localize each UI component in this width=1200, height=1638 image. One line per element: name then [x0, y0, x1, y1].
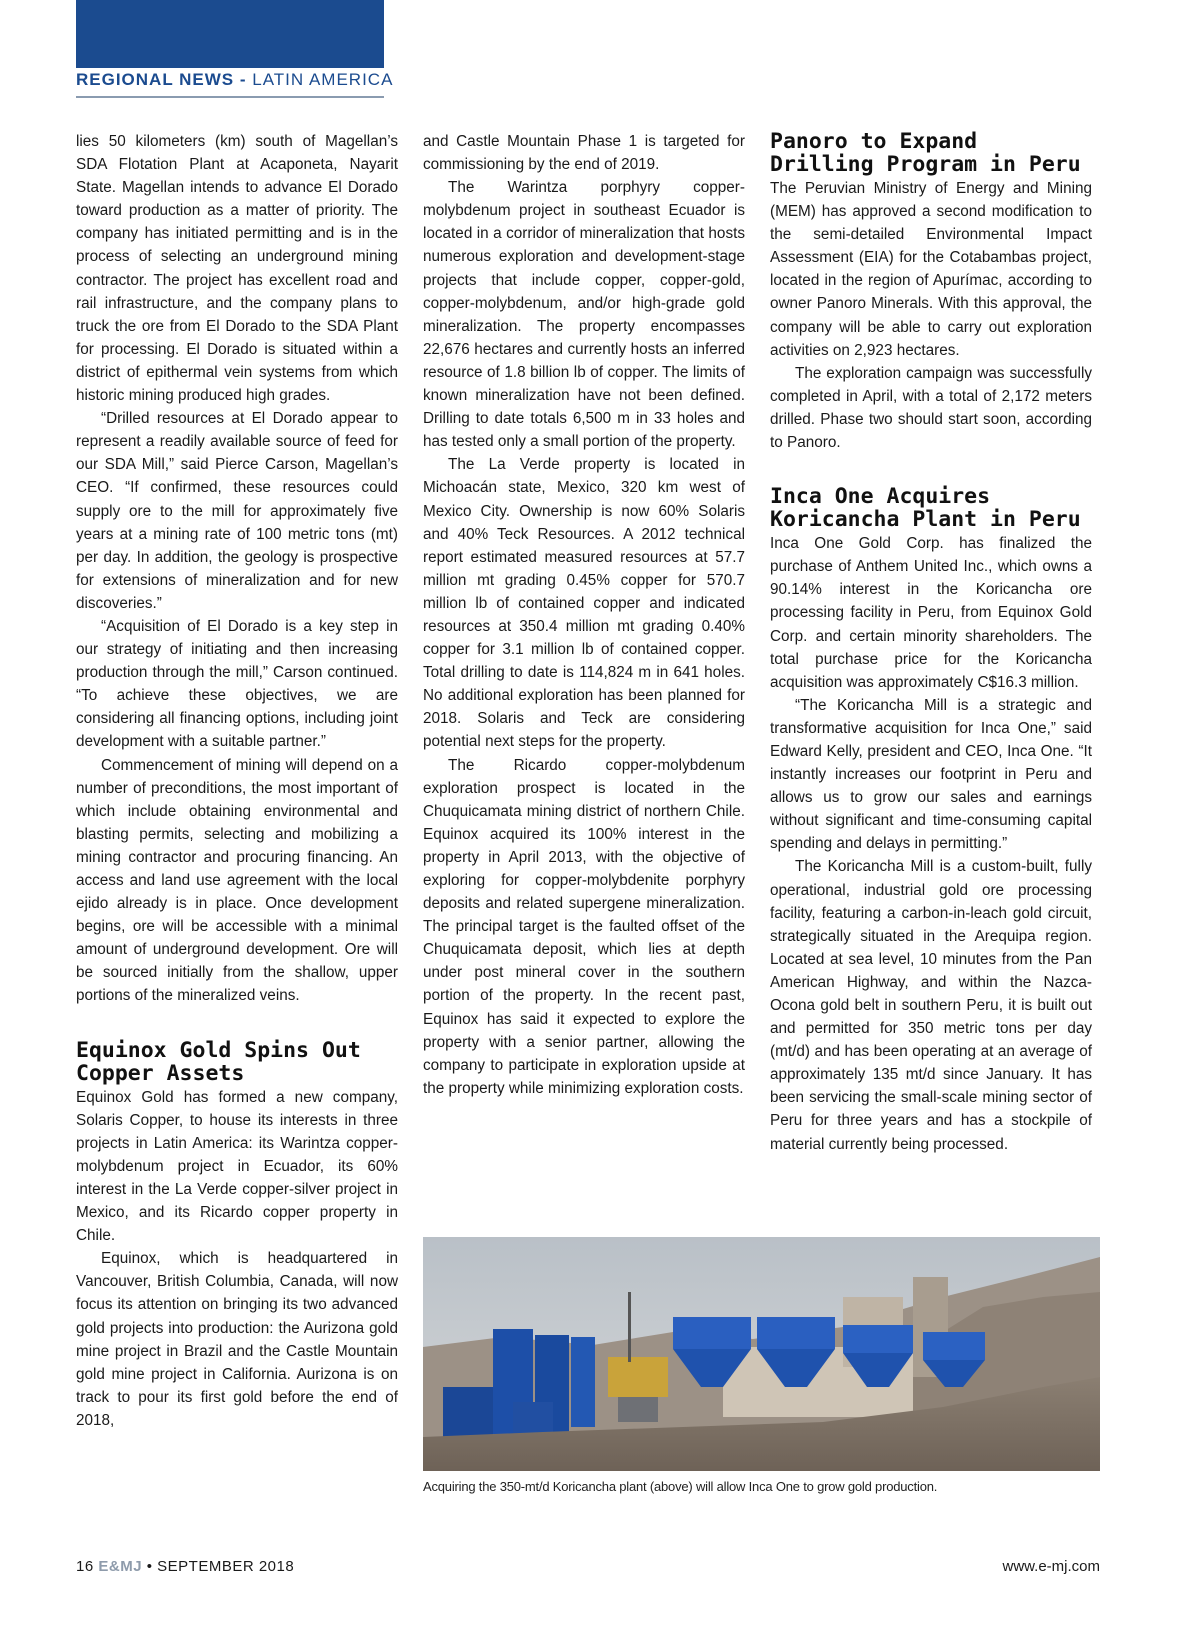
section-name: REGIONAL NEWS: [76, 70, 235, 89]
paragraph: Commencement of mining will depend on a number of preconditions, the most important of which include obtaining environmental and blasting permits, selecting and mobilizing a mining contractor and procuring financing. An access and land use agreement with the local ejido already is in place. Once development begins, ore will be accessible with a minimal amount of underground development. Ore will be sourced initially from the shallow, upper portions of the mineralized veins.: [76, 756, 398, 1005]
section-separator: -: [234, 70, 253, 89]
section-region: LATIN AMERICA: [252, 70, 394, 89]
footer-bullet: •: [142, 1558, 158, 1575]
section-label: [76, 70, 394, 98]
paragraph: The Ricardo copper-molybdenum exploration prospect is located in the Chuquicamata mining district of northern Chile. Equinox acquired its 100% interest in the property in April 2013, with the objective of exploring for copper-molybdenite porphyry deposits and related supergene mineralization. The principal target is the faulted offset of the Chuquicamata deposit, which lies at depth under post mineral cover in the southern portion of the property. In the recent past, Equinox has said it expected to explore the property with a senior partner, allowing the company to participate in exploration upside at the property while minimizing exploration costs.: [423, 756, 745, 1097]
headline-equinox: Equinox Gold Spins Out Copper Assets: [76, 1037, 361, 1086]
paragraph: “The Koricancha Mill is a strategic and transformative acquisition for Inca One,” said Edward Kelly, president and CEO, Inca One. “It instantly increases our footprint in Peru and allows us to grow our sales and earnings without significant and time-consuming capital spending and delays in permitting.”: [770, 696, 1092, 853]
headline-panoro: Panoro to Expand Drilling Program in Peru: [770, 129, 1081, 177]
paragraph: “Acquisition of El Dorado is a key step in our strategy of initiating and then increasing production through the mill,” Carson continued. “To achieve these objectives, we are considering all financing options, including joint development with a suitable partner.”: [76, 617, 398, 751]
paragraph: Equinox, which is headquartered in Vancouver, British Columbia, Canada, will now focus its attention on bringing its two advanced gold projects into production: the Aurizona gold mine project in Brazil and the Castle Mountain gold mine project in California. Aurizona is on track to pour its first gold before the end of 2018,: [76, 1250, 398, 1429]
column-3: [770, 130, 1092, 1156]
paragraph: and Castle Mountain Phase 1 is targeted for commissioning by the end of 2019.: [423, 133, 745, 174]
header-color-bar: [76, 0, 384, 68]
column-1: [76, 130, 398, 1432]
publication-name: E&MJ: [98, 1558, 143, 1575]
paragraph: The Warintza porphyry copper-molybdenum project in southeast Ecuador is located in a corridor of mineralization that hosts numerous exploration and development-stage projects that include copper, copper-gold, copper-molybdenum, and/or high-grade gold mineralization. The property encompasses 22,676 hectares and currently hosts an inferred resource of 1.8 billion lb of copper. The limits of known mineralization have not been defined. Drilling to date totals 6,500 m in 33 holes and has tested only a small portion of the property.: [423, 179, 745, 451]
paragraph: lies 50 kilometers (km) south of Magellan’s SDA Flotation Plant at Acaponeta, Nayarit State. Magellan intends to advance El Dorado toward production as a matter of priority. The company has initiated permitting and is in the process of selecting an underground mining contractor. The project has excellent road and rail infrastructure, and the company plans to truck the ore from El Dorado to the SDA Plant for processing. El Dorado is situated within a district of epithermal vein systems from which historic mining produced high grades.: [76, 133, 398, 405]
headline-inca-one: Inca One Acquires Koricancha Plant in Peru: [770, 484, 1081, 533]
paragraph: “Drilled resources at El Dorado appear to represent a readily available source of feed for our SDA Mill,” said Pierce Carson, Magellan’s CEO. “If confirmed, these resources could supply ore to the mill for approximately five years at a mining rate of 100 metric tons (mt) per day. In addition, the geology is prospective for extensions of mineralization and for new discoveries.”: [76, 410, 398, 612]
paragraph: The Peruvian Ministry of Energy and Mining (MEM) has approved a second modification to the semi-detailed Environmental Impact Assessment (EIA) for the Cotabambas project, located in the region of Apurímac, according to owner Panoro Minerals. With this approval, the company will be able to carry out exploration activities on 2,923 hectares.: [770, 180, 1092, 359]
footer-website: www.e-mj.com: [1002, 1558, 1100, 1575]
paragraph: The La Verde property is located in Michoacán state, Mexico, 320 km west of Mexico City. Ownership is now 60% Solaris and 40% Teck Resources. A 2012 technical report estimated measured resources at 57.7 million mt grading 0.45% copper for 570.7 million lb of contained copper and indicated resources at 350.4 million mt grading 0.40% copper for 3.1 million lb of contained copper. Total drilling to date is 114,824 m in 641 holes. No additional exploration has been planned for 2018. Solaris and Teck are considering potential next steps for the property.: [423, 456, 745, 751]
photo-caption: Acquiring the 350-mt/d Koricancha plant (above) will allow Inca One to grow gold production.: [423, 1479, 938, 1494]
footer-page-info: [76, 1558, 294, 1575]
paragraph: Equinox Gold has formed a new company, Solaris Copper, to house its interests in three projects in Latin America: its Warintza copper-molybdenum project in Ecuador, its 60% interest in the La Verde copper-silver project in Mexico, and its Ricardo copper property in Chile.: [76, 1088, 398, 1245]
issue-date: SEPTEMBER 2018: [157, 1558, 295, 1575]
paragraph: The Koricancha Mill is a custom-built, fully operational, industrial gold ore processing facility, featuring a carbon-in-leach gold circuit, strategically situated in the Arequipa region. Located at sea level, 10 minutes from the Pan American Highway, and within the Nazca-Ocona gold belt in southern Peru, it is built out and permitted for 350 metric tons per day (mt/d) and has been operating at an average of approximately 135 mt/d since January. It has been servicing the small-scale mining sector of Peru for three years and has a stockpile of material currently being processed.: [770, 858, 1092, 1153]
koricancha-plant-photo: [423, 1237, 1100, 1471]
column-2: [423, 130, 745, 1100]
paragraph: The exploration campaign was successfully completed in April, with a total of 2,172 meters drilled. Phase two should start soon, according to Panoro.: [770, 364, 1092, 452]
paragraph: Inca One Gold Corp. has finalized the purchase of Anthem United Inc., which owns a 90.14% interest in the Koricancha ore processing facility in Peru, from Equinox Gold Corp. and certain minority shareholders. The total purchase price for the Koricancha acquisition was approximately C$16.3 million.: [770, 535, 1092, 691]
page-number: 16: [76, 1558, 94, 1575]
